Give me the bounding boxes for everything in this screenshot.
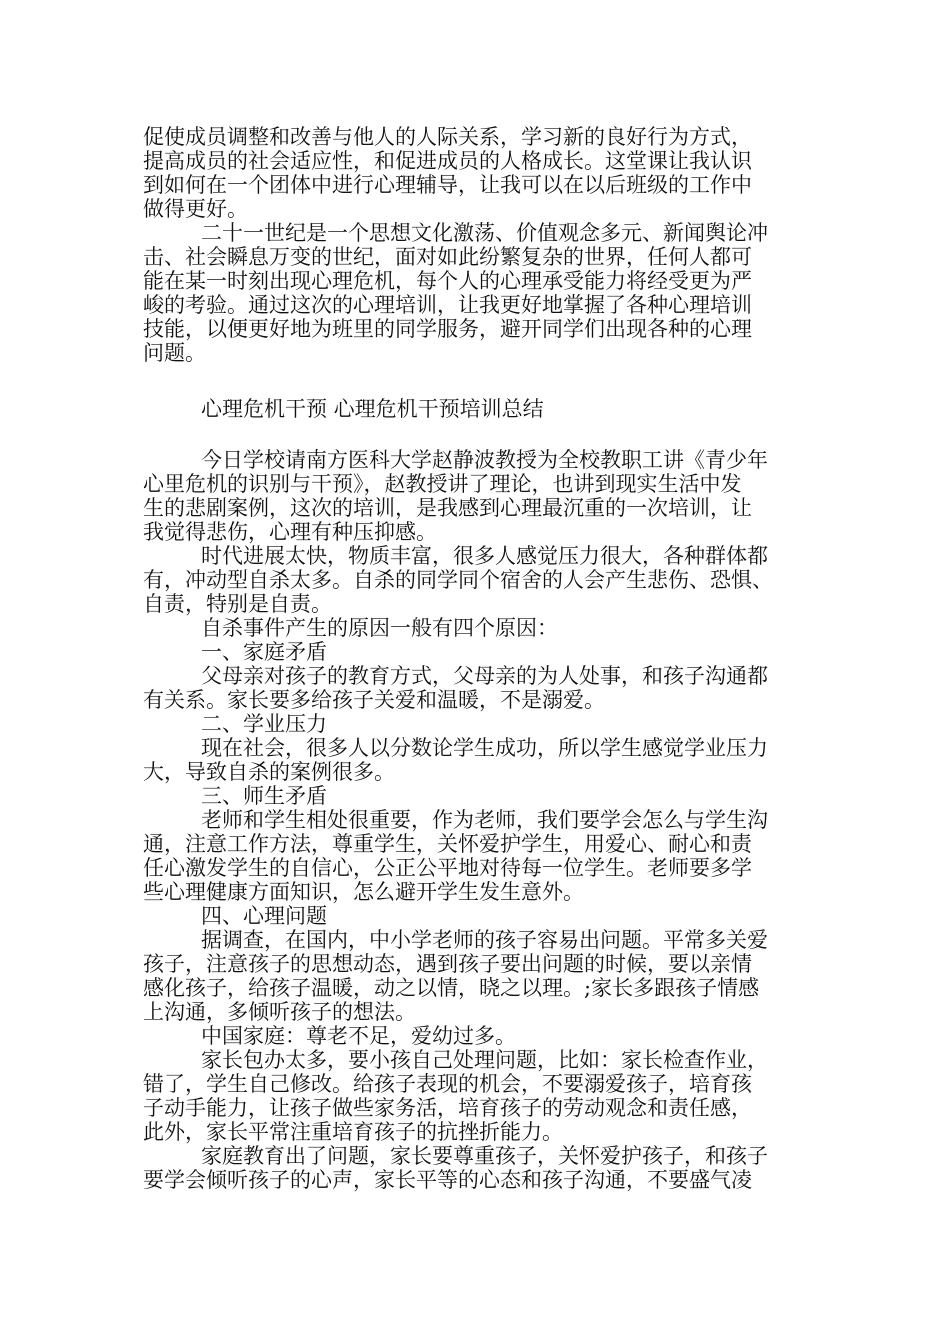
paragraph-block-2 (143, 448, 823, 1192)
text-line: 老师和学生相处很重要，作为老师，我们要学会怎么与学生沟 (201, 808, 768, 832)
text-line: 我觉得悲伤，心理有种压抑感。 (143, 520, 437, 544)
text-line: 些心理健康方面知识，怎么避开学生发生意外。 (143, 880, 584, 904)
paragraph-block-1 (143, 125, 823, 365)
text-line: 现在社会，很多人以分数论学生成功，所以学生感觉学业压力 (201, 736, 768, 760)
text-line: 子动手能力，让孩子做些家务活，培育孩子的劳动观念和责任感， (143, 1096, 752, 1120)
text-line: 时代进展太快，物质丰富，很多人感觉压力很大，各种群体都 (201, 544, 768, 568)
list-heading: 一、家庭矛盾 (201, 640, 327, 664)
text-line: 心里危机的识别与干预》，赵教授讲了理论，也讲到现实生活中发 (143, 472, 742, 496)
text-line: 大，导致自杀的案例很多。 (143, 760, 395, 784)
text-line: 上沟通，多倾听孩子的想法。 (143, 1000, 416, 1024)
list-heading: 四、心理问题 (201, 904, 327, 928)
text-line: 感化孩子，给孩子温暖，动之以情，晓之以理。;家长多跟孩子情感 (143, 976, 760, 1000)
text-line: 家庭教育出了问题，家长要尊重孩子，关怀爱护孩子，和孩子 (201, 1144, 768, 1168)
text-line: 通，注意工作方法，尊重学生，关怀爱护学生，用爱心、耐心和责 (143, 832, 752, 856)
text-line: 父母亲对孩子的教育方式，父母亲的为人处事，和孩子沟通都 (201, 664, 768, 688)
text-line: 孩子，注意孩子的思想动态，遇到孩子要出问题的时候，要以亲情 (143, 952, 752, 976)
text-line: 错了，学生自己修改。给孩子表现的机会，不要溺爱孩子，培育孩 (143, 1072, 752, 1096)
text-line: 二十一世纪是一个思想文化激荡、价值观念多元、新闻舆论冲 (201, 221, 768, 245)
section-heading: 心理危机干预 心理危机干预培训总结 (201, 397, 544, 421)
text-line: 自杀事件产生的原因一般有四个原因： (201, 616, 558, 640)
text-line: 能在某一时刻出现心理危机，每个人的心理承受能力将经受更为严 (143, 269, 752, 293)
text-line: 到如何在一个团体中进行心理辅导，让我可以在以后班级的工作中 (143, 173, 752, 197)
text-line: 峻的考验。通过这次的心理培训，让我更好地掌握了各种心理培训 (143, 293, 752, 317)
text-line: 击、社会瞬息万变的世纪，面对如此纷繁复杂的世界，任何人都可 (143, 245, 752, 269)
text-line: 问题。 (143, 341, 206, 365)
section-heading-block (143, 397, 823, 421)
list-heading: 三、师生矛盾 (201, 784, 327, 808)
text-line: 中国家庭：尊老不足，爱幼过多。 (201, 1024, 516, 1048)
text-line: 有，冲动型自杀太多。自杀的同学同个宿舍的人会产生悲伤、恐惧、 (143, 568, 773, 592)
text-line: 今日学校请南方医科大学赵静波教授为全校教职工讲《青少年 (201, 448, 768, 472)
text-line: 促使成员调整和改善与他人的人际关系，学习新的良好行为方式， (143, 125, 752, 149)
list-heading: 二、学业压力 (201, 712, 327, 736)
text-line: 此外，家长平常注重培育孩子的抗挫折能力。 (143, 1120, 563, 1144)
text-line: 有关系。家长要多给孩子关爱和温暖，不是溺爱。 (143, 688, 605, 712)
text-line: 据调查，在国内，中小学老师的孩子容易出问题。平常多关爱 (201, 928, 768, 952)
text-line: 生的悲剧案例，这次的培训，是我感到心理最沉重的一次培训，让 (143, 496, 752, 520)
text-line: 任心激发学生的自信心，公正公平地对待每一位学生。老师要多学 (143, 856, 752, 880)
text-line: 做得更好。 (143, 197, 248, 221)
text-line: 自责，特别是自责。 (143, 592, 332, 616)
text-line: 提高成员的社会适应性，和促进成员的人格成长。这堂课让我认识 (143, 149, 752, 173)
text-line: 要学会倾听孩子的心声，家长平等的心态和孩子沟通，不要盛气凌 (143, 1168, 752, 1192)
text-line: 技能，以便更好地为班里的同学服务，避开同学们出现各种的心理 (143, 317, 752, 341)
text-line: 家长包办太多，要小孩自己处理问题，比如：家长检查作业， (201, 1048, 768, 1072)
